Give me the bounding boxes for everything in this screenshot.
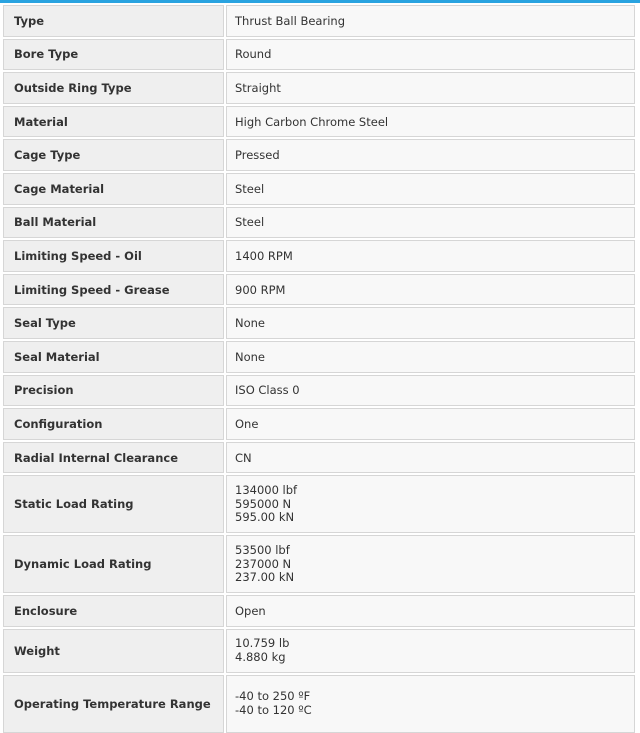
spec-row-bore-type — [3, 39, 635, 71]
spec-row-outside-ring-type — [3, 72, 635, 104]
spec-value-line: 595.00 kN — [235, 510, 295, 525]
spec-label: Static Load Rating — [3, 475, 224, 533]
spec-row-limiting-speed-grease — [3, 274, 635, 306]
spec-label: Outside Ring Type — [3, 72, 224, 104]
spec-row-cage-type — [3, 139, 635, 171]
spec-value: None — [226, 307, 635, 339]
spec-row-radial-internal-clearance — [3, 442, 635, 474]
spec-value: None — [226, 341, 635, 373]
spec-value — [226, 629, 635, 673]
spec-label: Radial Internal Clearance — [3, 442, 224, 474]
spec-value-line: 10.759 lb — [235, 636, 290, 651]
spec-label: Enclosure — [3, 595, 224, 627]
spec-label: Precision — [3, 375, 224, 407]
spec-label: Bore Type — [3, 39, 224, 71]
spec-value: 1400 RPM — [226, 240, 635, 272]
spec-label: Cage Material — [3, 173, 224, 205]
spec-value-line: 134000 lbf — [235, 483, 298, 498]
spec-label: Cage Type — [3, 139, 224, 171]
spec-label: Configuration — [3, 408, 224, 440]
spec-value: Steel — [226, 173, 635, 205]
spec-row-seal-material — [3, 341, 635, 373]
spec-value-line: 237000 N — [235, 556, 292, 571]
spec-value-line: 4.880 kg — [235, 649, 286, 664]
spec-label: Material — [3, 106, 224, 138]
spec-row-ball-material — [3, 207, 635, 239]
spec-value: Round — [226, 39, 635, 71]
spec-label: Seal Type — [3, 307, 224, 339]
spec-label: Seal Material — [3, 341, 224, 373]
spec-value: Open — [226, 595, 635, 627]
spec-label: Operating Temperature Range — [3, 675, 224, 733]
spec-label: Weight — [3, 629, 224, 673]
spec-value: CN — [226, 442, 635, 474]
spec-row-seal-type — [3, 307, 635, 339]
spec-value: Pressed — [226, 139, 635, 171]
spec-value: Thrust Ball Bearing — [226, 5, 635, 37]
spec-row-operating-temperature-range — [3, 675, 635, 733]
spec-value: ISO Class 0 — [226, 375, 635, 407]
spec-row-type — [3, 5, 635, 37]
spec-value: One — [226, 408, 635, 440]
spec-row-dynamic-load-rating — [3, 535, 635, 593]
spec-value — [226, 475, 635, 533]
spec-value-line: 595000 N — [235, 496, 292, 511]
spec-label: Dynamic Load Rating — [3, 535, 224, 593]
spec-label: Type — [3, 5, 224, 37]
spec-value-line: 237.00 kN — [235, 570, 295, 585]
spec-value-line: -40 to 120 ºC — [235, 702, 312, 717]
spec-row-configuration — [3, 408, 635, 440]
spec-label: Ball Material — [3, 207, 224, 239]
spec-label: Limiting Speed - Grease — [3, 274, 224, 306]
spec-value: 900 RPM — [226, 274, 635, 306]
spec-value: High Carbon Chrome Steel — [226, 106, 635, 138]
top-accent-bar — [0, 0, 640, 3]
spec-label: Limiting Speed - Oil — [3, 240, 224, 272]
spec-table — [3, 5, 635, 733]
spec-value-line: 53500 lbf — [235, 543, 290, 558]
spec-row-static-load-rating — [3, 475, 635, 533]
spec-value: Straight — [226, 72, 635, 104]
spec-row-cage-material — [3, 173, 635, 205]
spec-row-weight — [3, 629, 635, 673]
spec-value — [226, 535, 635, 593]
spec-value: Steel — [226, 207, 635, 239]
spec-row-material — [3, 106, 635, 138]
spec-value — [226, 675, 635, 733]
spec-value-line: -40 to 250 ºF — [235, 689, 311, 704]
spec-row-limiting-speed-oil — [3, 240, 635, 272]
spec-row-precision — [3, 375, 635, 407]
spec-row-enclosure — [3, 595, 635, 627]
